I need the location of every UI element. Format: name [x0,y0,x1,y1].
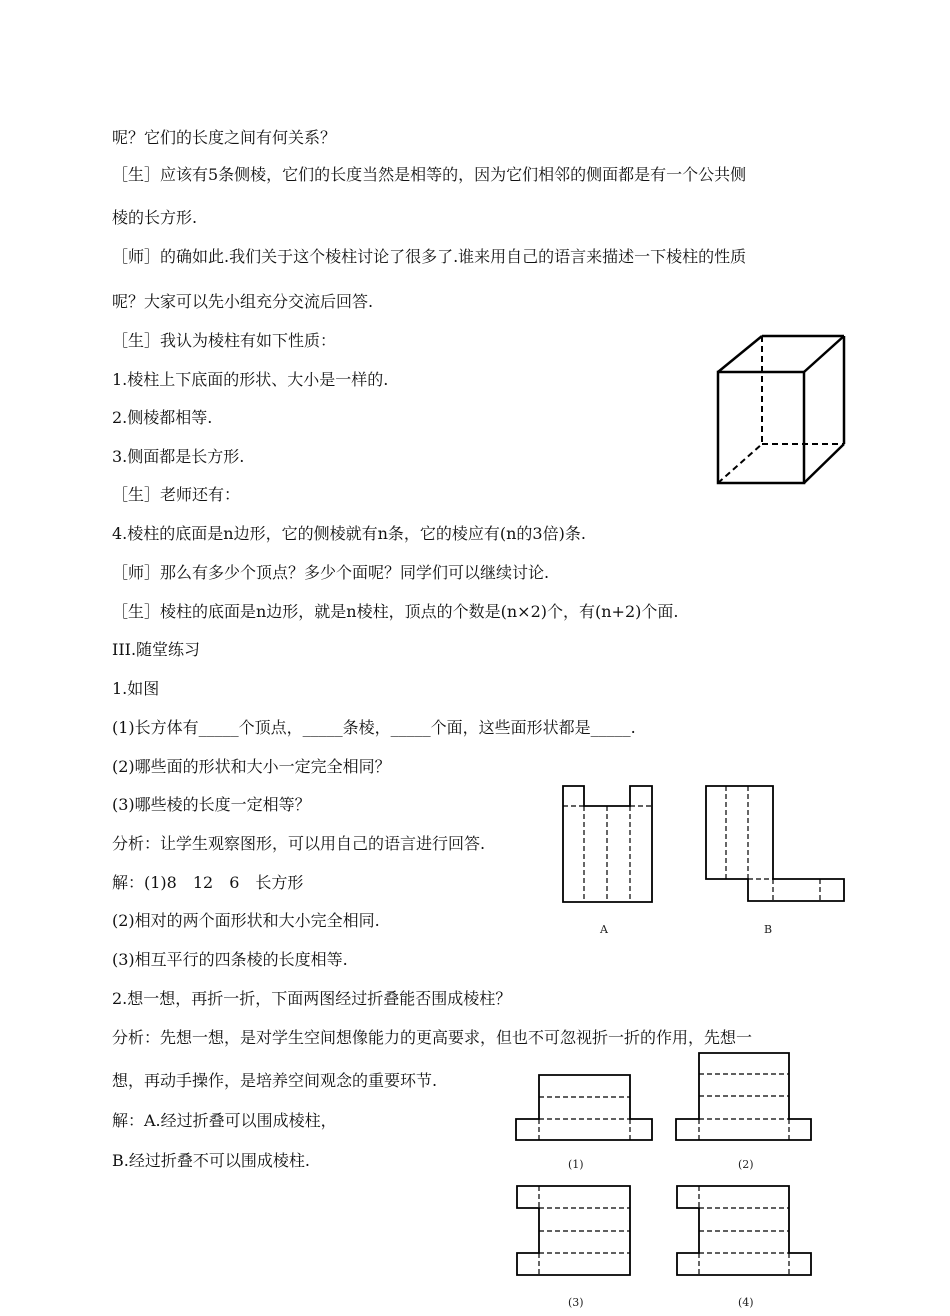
text-line: 想，再动手操作，是培养空间观念的重要环节. [112,1071,438,1090]
text-line: (3)相互平行的四条棱的长度相等. [112,950,348,969]
net-b-figure [700,780,850,908]
net-1-figure [512,1070,657,1146]
text-line: 呢？它们的长度之间有何关系？ [112,128,337,147]
text-line: 解：(1)8 12 6 长方形 [112,873,304,892]
text-line: 分析：让学生观察图形，可以用自己的语言进行回答. [112,834,486,853]
caption-a: A [600,923,608,936]
text-line: (2)相对的两个面形状和大小完全相同. [112,911,380,930]
text-line: 棱的长方形. [112,208,198,227]
net-4-figure [672,1183,817,1281]
text-line: ［生］我认为棱柱有如下性质： [112,331,337,350]
text-line: (3)哪些棱的长度一定相等？ [112,795,311,814]
text-line: B.经过折叠不可以围成棱柱. [112,1151,310,1170]
text-line: 1.棱柱上下底面的形状、大小是一样的. [112,370,389,389]
net-2-figure [672,1050,817,1146]
text-line: ［生］应该有5条侧棱，它们的长度当然是相等的，因为它们相邻的侧面都是有一个公共侧 [112,165,747,184]
net-a-figure [556,780,666,910]
text-line: ［师］那么有多少个顶点？多少个面呢？同学们可以继续讨论. [112,563,550,582]
section-heading: III.随堂练习 [112,640,201,659]
caption-2: (2) [738,1158,754,1171]
text-line: 2.想一想，再折一折，下面两图经过折叠能否围成棱柱？ [112,989,512,1008]
caption-3: (3) [568,1296,584,1309]
text-line: 分析：先想一想，是对学生空间想像能力的更高要求，但也不可忽视折一折的作用，先想一 [112,1028,753,1047]
text-line: 4.棱柱的底面是n边形，它的侧棱就有n条，它的棱应有(n的3倍)条. [112,524,586,543]
text-line: 2.侧棱都相等. [112,408,213,427]
caption-1: (1) [568,1158,584,1171]
caption-4: (4) [738,1296,754,1309]
text-line: ［生］棱柱的底面是n边形，就是n棱柱，顶点的个数是(n×2)个，有(n+2)个面. [112,602,679,621]
text-line: ［生］老师还有： [112,485,241,504]
text-line: 呢？大家可以先小组充分交流后回答. [112,292,374,311]
text-line: ［师］的确如此.我们关于这个棱柱讨论了很多了.谁来用自己的语言来描述一下棱柱的性质 [112,247,747,266]
text-line: 1.如图 [112,679,160,698]
text-line: (2)哪些面的形状和大小一定完全相同？ [112,757,391,776]
text-line: (1)长方体有_____个顶点，_____条棱，_____个面，这些面形状都是_____. [112,718,636,737]
text-line: 解：A.经过折叠可以围成棱柱， [112,1111,337,1130]
net-3-figure [512,1183,657,1281]
caption-b: B [764,923,773,936]
text-line: 3.侧面都是长方形. [112,447,245,466]
cuboid-figure [712,332,852,488]
